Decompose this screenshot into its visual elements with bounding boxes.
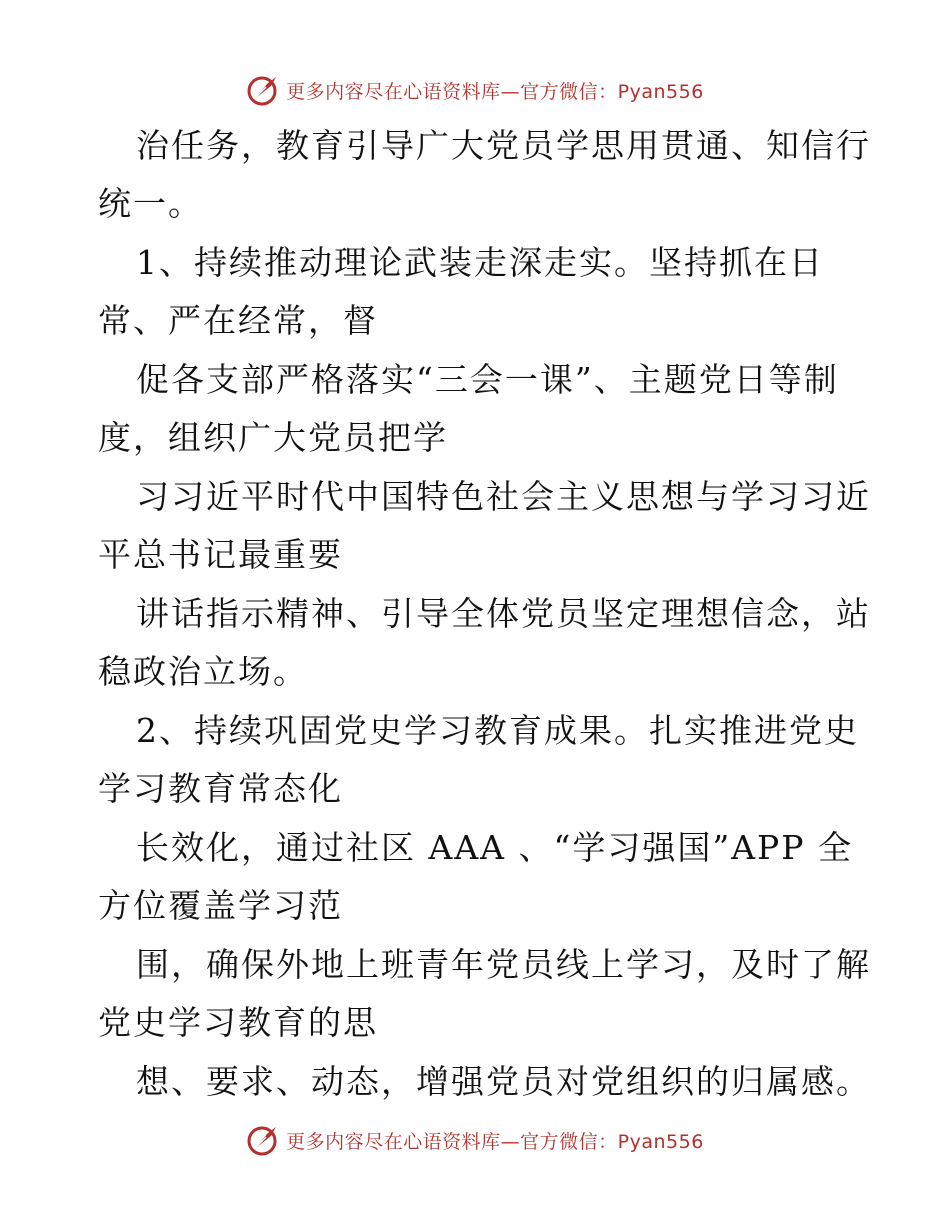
watermark-text: 更多内容尽在心语资料库—官方微信：Pyan556 [286, 1130, 704, 1153]
text-line: 统一。 [98, 184, 203, 223]
text-line: 稳政治立场。 [98, 652, 308, 691]
text-line: 2、持续巩固党史学习教育成果。扎实推进党史 [136, 711, 859, 750]
text-line: 方位覆盖学习范 [98, 886, 343, 925]
text-line: 党史学习教育的思 [98, 1003, 378, 1042]
text-line: 促各支部严格落实“三会一课”、主题党日等制 [136, 360, 839, 399]
text-line: 1、持续推动理论武装走深走实。坚持抓在日 [136, 243, 824, 282]
text-line: 围，确保外地上班青年党员线上学习，及时了解 [136, 945, 871, 984]
text-line: 平总书记最重要 [98, 535, 343, 574]
text-line: 治任务，教育引导广大党员学思用贯通、知信行 [136, 126, 871, 165]
text-line: 讲话指示精神、引导全体党员坚定理想信念，站 [136, 594, 871, 633]
text-line: 学习教育常态化 [98, 769, 343, 808]
text-line: 长效化，通过社区 AAA 、“学习强国”APP 全 [136, 828, 853, 867]
header-watermark [0, 70, 950, 110]
text-line: 习习近平时代中国特色社会主义思想与学习习近 [136, 477, 871, 516]
text-line: 常、严在经常，督 [98, 301, 378, 340]
quill-logo-icon [246, 1123, 280, 1157]
quill-logo-icon [246, 73, 280, 107]
watermark-text: 更多内容尽在心语资料库—官方微信：Pyan556 [286, 80, 704, 103]
footer-watermark [0, 1120, 950, 1160]
text-line: 度，组织广大党员把学 [98, 418, 448, 457]
text-line: 想、要求、动态，增强党员对党组织的归属感。 [136, 1062, 871, 1101]
